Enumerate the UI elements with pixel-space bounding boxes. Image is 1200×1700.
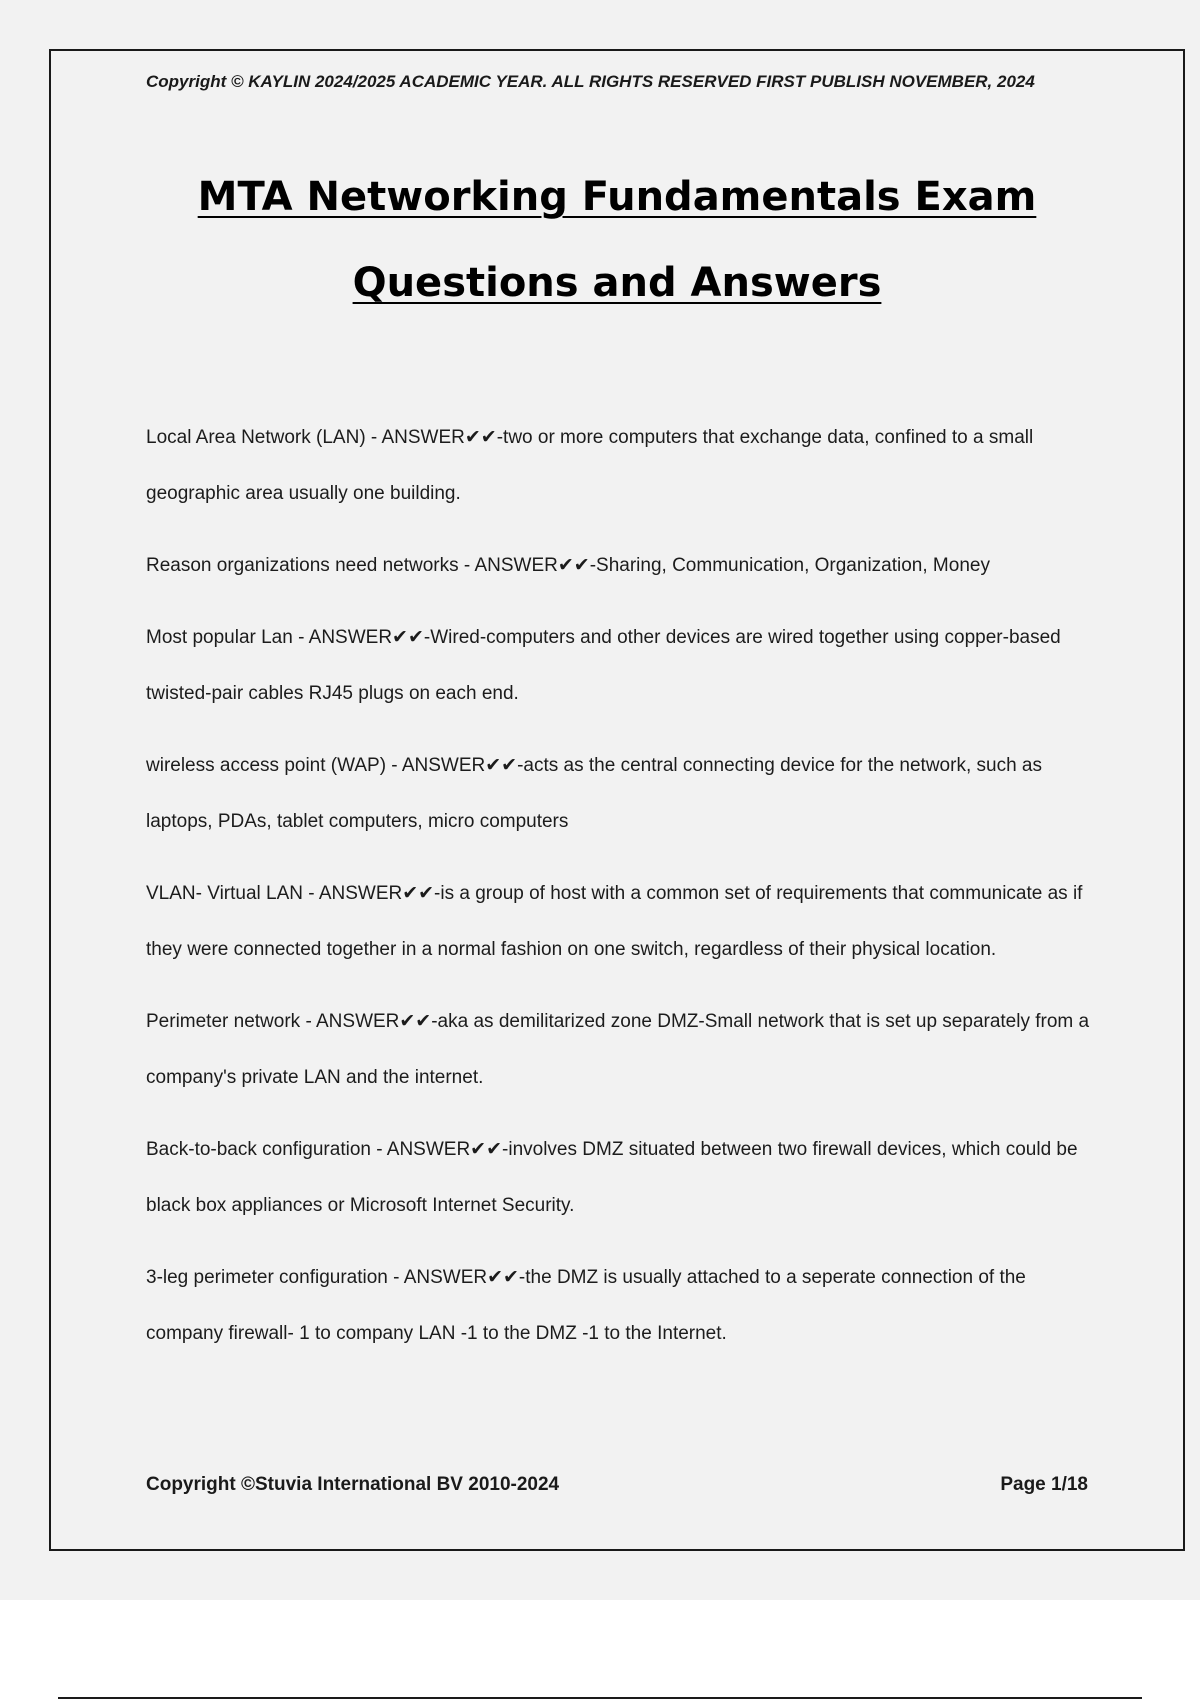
qa-item-vlan: VLAN- Virtual LAN - ANSWER✔✔-is a group of host with a common set of requirements that communicate as if they were connected together in a normal fashion on one switch, regardless of their physical location.: [146, 883, 1083, 960]
qa-item-wap: wireless access point (WAP) - ANSWER✔✔-acts as the central connecting device for the network, such as laptops, PDAs, tablet computers, micro computers: [146, 755, 1042, 832]
qa-item-lan: Local Area Network (LAN) - ANSWER✔✔-two or more computers that exchange data, confined to a small geographic area usually one building.: [146, 427, 1034, 504]
next-page-divider: [58, 1697, 1142, 1699]
qa-item-3-leg-perimeter: 3-leg perimeter configuration - ANSWER✔✔-the DMZ is usually attached to a seperate connection of the company firewall- 1 to company LAN -1 to the DMZ -1 to the Internet.: [146, 1267, 1026, 1344]
qa-item-back-to-back: Back-to-back configuration - ANSWER✔✔-involves DMZ situated between two firewall devices, which could be black box appliances or Microsoft Internet Security.: [146, 1139, 1078, 1216]
page-title: [0, 174, 1200, 220]
footer-copyright: Copyright ©Stuvia International BV 2010-2024: [146, 1474, 560, 1495]
header-copyright: Copyright © KAYLIN 2024/2025 ACADEMIC YEAR. ALL RIGHTS RESERVED FIRST PUBLISH NOVEMBER, 2024: [146, 72, 1035, 91]
title-line-1: MTA Networking Fundamentals Exam: [197, 174, 1037, 220]
qa-item-perimeter-network: Perimeter network - ANSWER✔✔-aka as demilitarized zone DMZ-Small network that is set up separately from a company's private LAN and the internet.: [146, 1011, 1090, 1088]
page-number: Page 1/18: [1000, 1474, 1088, 1495]
qa-item-reason-networks: Reason organizations need networks - ANSWER✔✔-Sharing, Communication, Organization, Money: [146, 555, 990, 576]
qa-item-popular-lan: Most popular Lan - ANSWER✔✔-Wired-computers and other devices are wired together using copper-based twisted-pair cables RJ45 plugs on each end.: [146, 627, 1061, 704]
title-line-2: Questions and Answers: [352, 260, 882, 306]
page-subtitle: [0, 260, 1200, 306]
qa-list: [146, 410, 1096, 1378]
